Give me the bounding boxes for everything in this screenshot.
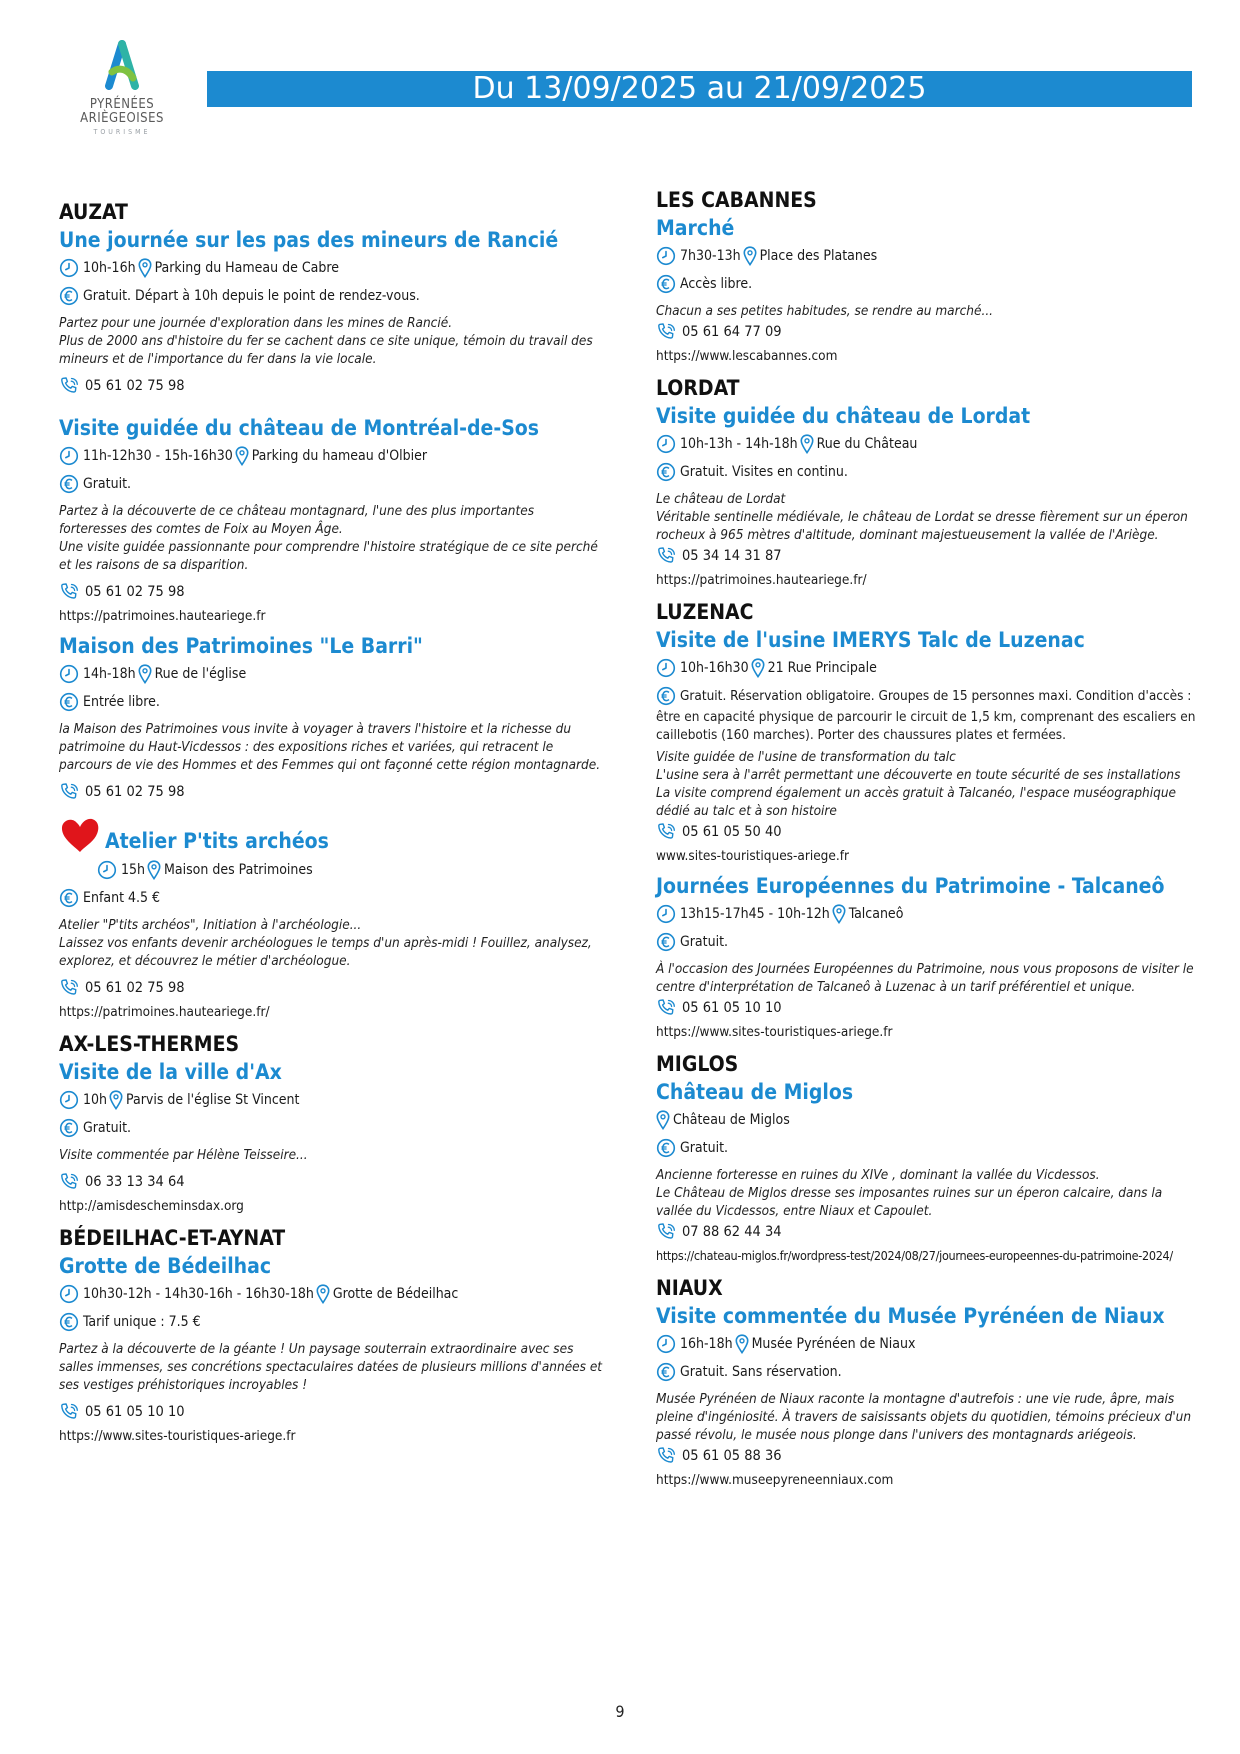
town-heading: BÉDEILHAC-ET-AYNAT (59, 1226, 286, 1250)
event-place: Parvis de l'église St Vincent (126, 1092, 300, 1108)
event-place: Parking du hameau d'Olbier (251, 448, 428, 464)
event-place: Talcaneô (848, 906, 904, 922)
event-card (656, 1302, 1201, 1490)
event-description: Chacun a ses petites habitudes, se rendre au marché... (656, 303, 994, 319)
euro-icon (59, 888, 79, 908)
event-time: 15h (121, 862, 146, 878)
phone-icon (59, 1172, 81, 1192)
euro-icon (59, 1118, 79, 1138)
event-title[interactable]: Visite de la ville d'Ax (59, 1060, 282, 1084)
phone-icon (59, 376, 81, 396)
event-title[interactable]: Marché (656, 216, 735, 240)
event-card (656, 626, 1201, 866)
town-heading: LES CABANNES (656, 188, 817, 212)
event-time: 11h-12h30 - 15h-16h30 (83, 448, 233, 464)
euro-icon (656, 1362, 676, 1382)
location-pin-icon (800, 434, 814, 454)
event-url[interactable]: http://amisdescheminsdax.org (59, 1198, 244, 1214)
event-url[interactable]: https://www.sites-touristiques-ariege.fr (656, 1024, 893, 1040)
euro-icon (59, 692, 79, 712)
location-pin-icon (316, 1284, 330, 1304)
location-pin-icon (138, 258, 152, 278)
event-phone[interactable]: 05 61 02 75 98 (85, 584, 185, 600)
event-price: Gratuit. (680, 934, 729, 950)
clock-icon (59, 1284, 79, 1304)
event-conditions: être en capacité physique de parcourir le circuit de 1,5 km, comprenant des escaliers en caillebotis (160 marches). Porter des chaussures plates et fermées. (656, 709, 1196, 743)
clock-icon (59, 1090, 79, 1110)
event-phone[interactable]: 05 61 02 75 98 (85, 784, 185, 800)
event-url[interactable]: https://patrimoines.hauteariege.fr/ (656, 572, 867, 588)
event-time: 16h-18h (680, 1336, 733, 1352)
event-card (59, 1058, 604, 1216)
event-phone[interactable]: 05 34 14 31 87 (682, 548, 782, 564)
logo-text-line2: ARIÈGEOISES (80, 111, 164, 126)
event-place: 21 Rue Principale (767, 660, 877, 676)
event-place: Grotte de Bédeilhac (332, 1286, 459, 1302)
event-url[interactable]: https://chateau-miglos.fr/wordpress-test/2024/08/27/journees-europeennes-du-patrimoine-2024/ (656, 1248, 1173, 1263)
event-place: Place des Platanes (759, 248, 878, 264)
event-phone[interactable]: 05 61 02 75 98 (85, 378, 185, 394)
event-card (59, 824, 604, 1022)
euro-icon (656, 1138, 676, 1158)
phone-icon (656, 322, 678, 342)
event-price: Entrée libre. (83, 694, 160, 710)
phone-icon (59, 978, 81, 998)
event-description: Musée Pyrénéen de Niaux raconte la montagne d'autrefois : une vie rude, âpre, mais pleine d'ingéniosité. À travers de saisissants objets du quotidien, témoins précieux d'un passé révolu, le musée nous plonge dans l'univers des montagnards ariégeois. (656, 1391, 1192, 1443)
heart-icon (59, 816, 101, 858)
euro-icon (59, 474, 79, 494)
event-phone[interactable]: 06 33 13 34 64 (85, 1174, 185, 1190)
event-card (656, 214, 1201, 366)
event-title[interactable]: Château de Miglos (656, 1080, 854, 1104)
event-url[interactable]: https://www.sites-touristiques-ariege.fr (59, 1428, 296, 1444)
event-description: la Maison des Patrimoines vous invite à voyager à travers l'histoire et la richesse du patrimoine du Haut-Vicdessos : des expositions riches et variées, qui retracent le parcours de vie des Hommes et des Femmes qui ont façonné cette région montagnarde. (59, 721, 601, 773)
town-heading: NIAUX (656, 1276, 723, 1300)
event-url[interactable]: https://www.museepyreneenniaux.com (656, 1472, 894, 1488)
euro-icon (656, 462, 676, 482)
event-title[interactable]: Maison des Patrimoines "Le Barri" (59, 634, 423, 658)
event-card (656, 872, 1201, 1042)
event-time: 10h-16h (83, 260, 136, 276)
clock-icon (59, 258, 79, 278)
event-time: 7h30-13h (680, 248, 741, 264)
event-card (656, 1078, 1201, 1266)
town-heading: LUZENAC (656, 600, 754, 624)
event-place: Rue du Château (816, 436, 918, 452)
event-phone[interactable]: 05 61 02 75 98 (85, 980, 185, 996)
logo-text-line3: TOURISME (93, 128, 151, 136)
clock-icon (97, 860, 117, 880)
logo-text-line1: PYRÉNÉES (89, 97, 155, 112)
event-price: Gratuit. Départ à 10h depuis le point de rendez-vous. (83, 288, 420, 304)
left-column (59, 190, 604, 1452)
event-description: À l'occasion des Journées Européennes du Patrimoine, nous vous proposons de visiter le centre d'interprétation de Talcaneô à Luzenac à un tarif préférentiel et unique. (656, 961, 1194, 995)
location-pin-icon (235, 446, 249, 466)
event-phone[interactable]: 05 61 64 77 09 (682, 324, 782, 340)
event-card (59, 632, 604, 802)
event-description: Le château de Lordat Véritable sentinelle médiévale, le château de Lordat se dresse fièrement sur un éperon rocheux à 965 mètres d'altitude, dominant majestueusement la vallée de l'Ariège. (656, 491, 1188, 543)
page-number: 9 (615, 1702, 625, 1721)
phone-icon (656, 1222, 678, 1242)
town-heading: AUZAT (59, 200, 128, 224)
event-place: Parking du Hameau de Cabre (154, 260, 339, 276)
phone-icon (656, 546, 678, 566)
euro-icon (656, 932, 676, 952)
euro-icon (59, 286, 79, 306)
event-price: Tarif unique : 7.5 € (83, 1314, 201, 1330)
event-title[interactable]: Grotte de Bédeilhac (59, 1254, 272, 1278)
date-range-banner: Du 13/09/2025 au 21/09/2025 (207, 71, 1192, 107)
location-pin-icon (832, 904, 846, 924)
event-price: Gratuit. (680, 1140, 729, 1156)
event-time: 10h-16h30 (680, 660, 749, 676)
event-time: 10h-13h - 14h-18h (680, 436, 798, 452)
event-price: Accès libre. (680, 276, 753, 292)
location-pin-icon (735, 1334, 749, 1354)
event-url[interactable]: https://patrimoines.hauteariege.fr (59, 608, 266, 624)
event-url[interactable]: www.sites-touristiques-ariege.fr (656, 848, 849, 864)
event-description: Partez à la découverte de la géante ! Un paysage souterrain extraordinaire avec ses salles immenses, ses concrétions spectaculaires datées de plusieurs millions d'années et ses vestiges préhistoriques incroyables ! (59, 1341, 603, 1393)
clock-icon (656, 658, 676, 678)
clock-icon (656, 1334, 676, 1354)
event-description: Visite guidée de l'usine de transformation du talc L'usine sera à l'arrêt permettant une découverte en toute sécurité de ses installations La visite comprend également un accès gratuit à Talcanéo, l'espace muséographique dédié au talc et à son histoire (656, 749, 1181, 819)
location-pin-icon (656, 1110, 670, 1130)
event-price: Gratuit. Visites en continu. (680, 464, 848, 480)
event-description: Ancienne forteresse en ruines du XIVe , dominant la vallée du Vicdessos. Le Château de Miglos dresse ses imposantes ruines sur un éperon calcaire, dans la vallée du Vicdessos, entre Niaux et Capoulet. (656, 1167, 1163, 1219)
phone-icon (656, 1446, 678, 1466)
event-title[interactable]: Visite guidée du château de Montréal-de-Sos (59, 416, 540, 440)
euro-icon (656, 686, 676, 706)
clock-icon (59, 446, 79, 466)
event-title[interactable]: Atelier P'tits archéos (105, 829, 329, 853)
event-phone[interactable]: 07 88 62 44 34 (682, 1224, 782, 1240)
right-column (656, 178, 1201, 1496)
clock-icon (656, 246, 676, 266)
event-url[interactable]: https://www.lescabannes.com (656, 348, 838, 364)
event-time: 10h30-12h - 14h30-16h - 16h30-18h (83, 1286, 314, 1302)
logo (74, 40, 170, 136)
event-title[interactable]: Journées Européennes du Patrimoine - Talcaneô (656, 874, 1165, 898)
location-pin-icon (109, 1090, 123, 1110)
event-place: Rue de l'église (154, 666, 247, 682)
phone-icon (59, 1402, 81, 1422)
euro-icon (656, 274, 676, 294)
town-heading: LORDAT (656, 376, 740, 400)
event-description: Partez à la découverte de ce château montagnard, l'une des plus importantes forteresses des comtes de Foix au Moyen Âge. Une visite guidée passionnante pour comprendre l'histoire stratégique de ce site perché et les raisons de sa disparition. (59, 503, 598, 573)
town-heading: MIGLOS (656, 1052, 739, 1076)
event-price: Gratuit. (83, 1120, 132, 1136)
clock-icon (656, 434, 676, 454)
event-card (59, 226, 604, 396)
clock-icon (656, 904, 676, 924)
phone-icon (656, 822, 678, 842)
event-description: Atelier "P'tits archéos", Initiation à l'archéologie... Laissez vos enfants devenir archéologues le temps d'un après-midi ! Fouillez, analysez, explorez, et découvrez le métier d'archéologue. (59, 917, 592, 969)
event-title[interactable]: Visite commentée du Musée Pyrénéen de Niaux (656, 1304, 1165, 1328)
phone-icon (59, 582, 81, 602)
event-place: Château de Miglos (673, 1112, 790, 1128)
event-phone[interactable]: 05 61 05 10 10 (682, 1000, 782, 1016)
event-title[interactable]: Une journée sur les pas des mineurs de Rancié (59, 228, 559, 252)
event-price: Gratuit. Réservation obligatoire. Groupes de 15 personnes maxi. Condition d'accès : (680, 688, 1192, 704)
event-description: Visite commentée par Hélène Teisseire... (59, 1147, 308, 1163)
location-pin-icon (138, 664, 152, 684)
event-card (59, 1252, 604, 1446)
event-price: Gratuit. (83, 476, 132, 492)
event-time: 10h (83, 1092, 108, 1108)
euro-icon (59, 1312, 79, 1332)
logo-mark-icon (100, 40, 144, 96)
phone-icon (59, 782, 81, 802)
event-time: 14h-18h (83, 666, 136, 682)
event-title[interactable]: Visite guidée du château de Lordat (656, 404, 1031, 428)
event-price: Gratuit. Sans réservation. (680, 1364, 842, 1380)
phone-icon (656, 998, 678, 1018)
location-pin-icon (743, 246, 757, 266)
event-url[interactable]: https://patrimoines.hauteariege.fr/ (59, 1004, 270, 1020)
event-phone[interactable]: 05 61 05 10 10 (85, 1404, 185, 1420)
clock-icon (59, 664, 79, 684)
event-card (656, 402, 1201, 590)
event-phone[interactable]: 05 61 05 88 36 (682, 1448, 782, 1464)
event-place: Maison des Patrimoines (164, 862, 313, 878)
location-pin-icon (147, 860, 161, 880)
event-card (59, 414, 604, 626)
location-pin-icon (751, 658, 765, 678)
event-place: Musée Pyrénéen de Niaux (751, 1336, 916, 1352)
town-heading: AX-LES-THERMES (59, 1032, 240, 1056)
event-phone[interactable]: 05 61 05 50 40 (682, 824, 782, 840)
event-time: 13h15-17h45 - 10h-12h (680, 906, 830, 922)
event-price: Enfant 4.5 € (83, 890, 161, 906)
event-description: Partez pour une journée d'exploration dans les mines de Rancié. Plus de 2000 ans d'histoire du fer se cachent dans ce site unique, témoin du travail des mineurs et de l'importance du fer dans la vie locale. (59, 315, 593, 367)
event-title[interactable]: Visite de l'usine IMERYS Talc de Luzenac (656, 628, 1085, 652)
